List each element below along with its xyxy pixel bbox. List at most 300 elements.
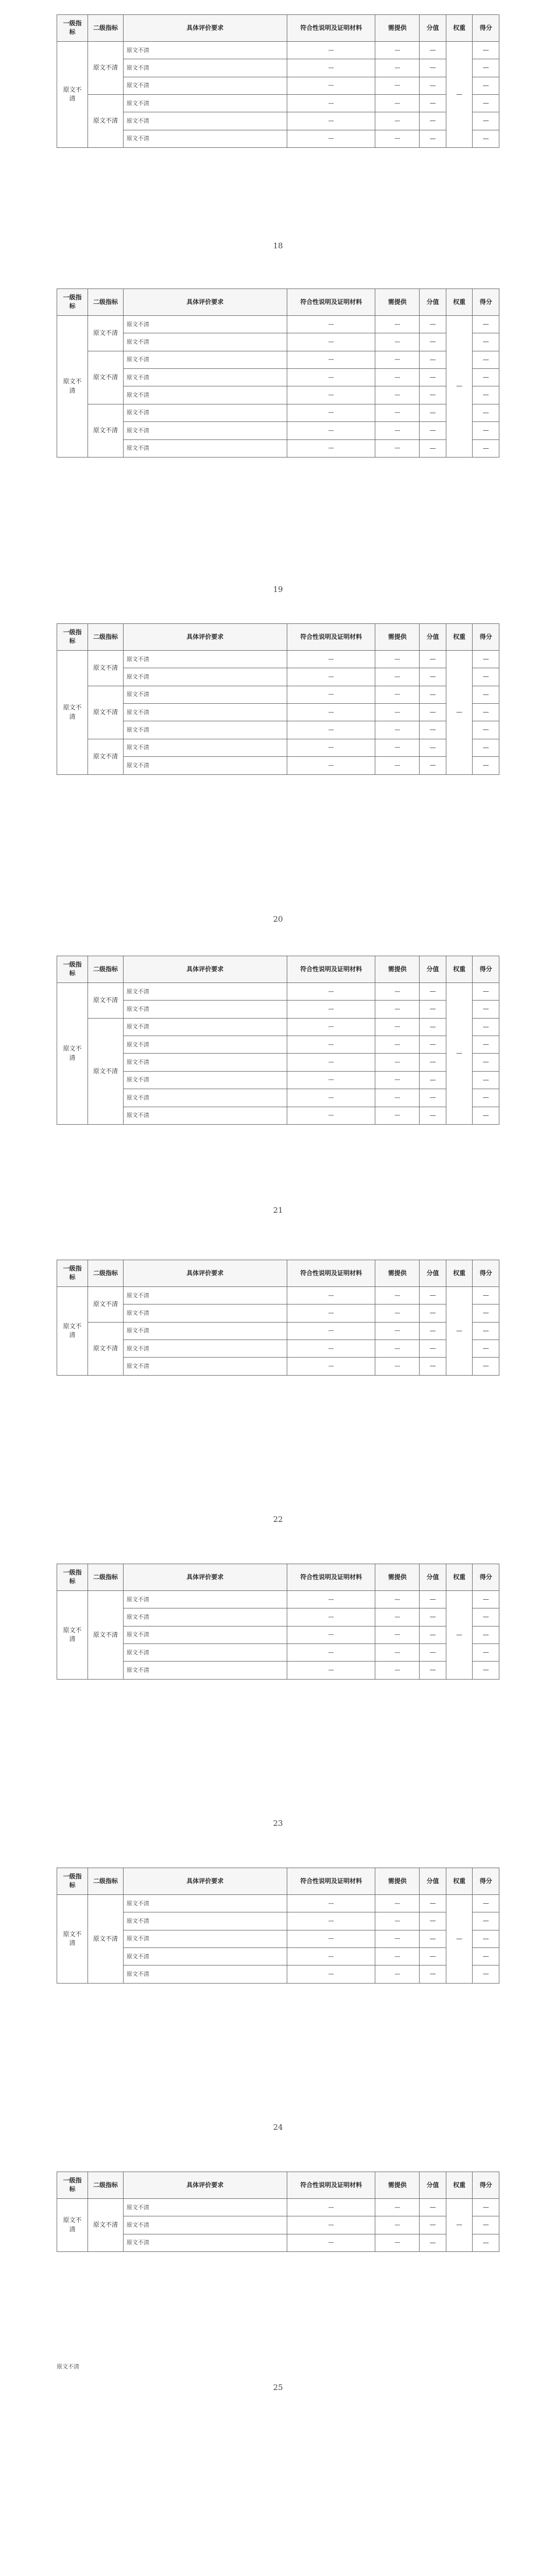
col-requirement: 具体评价要求 <box>123 15 287 42</box>
level2-cell: 原文不清 <box>88 739 124 774</box>
evidence-cell: — <box>287 439 375 457</box>
score-cell: — <box>420 721 446 739</box>
score-cell: — <box>420 1626 446 1643</box>
col-weight: 权重 <box>446 289 473 316</box>
score-cell: — <box>420 982 446 1000</box>
col-note: 得分 <box>473 1260 499 1287</box>
note-cell: — <box>473 739 499 756</box>
score-cell: — <box>420 404 446 421</box>
note-cell: — <box>473 351 499 368</box>
score-cell: — <box>420 1947 446 1965</box>
basis-cell: — <box>375 351 420 368</box>
level2-cell: 原文不清 <box>88 1590 124 1679</box>
requirement-cell: 原文不清 <box>123 1930 287 1947</box>
note-cell: — <box>473 1930 499 1947</box>
score-cell: — <box>420 1001 446 1018</box>
evidence-cell: — <box>287 1107 375 1124</box>
basis-cell: — <box>375 130 420 147</box>
requirement-cell: 原文不清 <box>123 668 287 686</box>
basis-cell: — <box>375 686 420 703</box>
note-cell: — <box>473 668 499 686</box>
col-basis: 需提供 <box>375 2172 420 2199</box>
page-23 <box>57 1564 499 1832</box>
requirement-cell: 原文不清 <box>123 1608 287 1626</box>
requirement-cell: 原文不清 <box>123 112 287 130</box>
col-requirement: 具体评价要求 <box>123 624 287 651</box>
evidence-cell: — <box>287 41 375 59</box>
level1-cell: 原文不清 <box>57 982 88 1124</box>
evaluation-table-20 <box>57 623 499 775</box>
evidence-cell: — <box>287 668 375 686</box>
score-cell: — <box>420 1286 446 1304</box>
requirement-cell: 原文不清 <box>123 77 287 94</box>
col-evidence: 符合性说明及证明材料 <box>287 289 375 316</box>
note-cell: — <box>473 1304 499 1322</box>
col-score: 分值 <box>420 15 446 42</box>
col-note: 得分 <box>473 15 499 42</box>
score-cell: — <box>420 59 446 77</box>
note-cell: — <box>473 333 499 351</box>
score-cell: — <box>420 386 446 404</box>
basis-cell: — <box>375 1965 420 1983</box>
evidence-cell: — <box>287 757 375 774</box>
col-evidence: 符合性说明及证明材料 <box>287 2172 375 2199</box>
col-basis: 需提供 <box>375 1260 420 1287</box>
requirement-cell: 原文不清 <box>123 2216 287 2234</box>
score-cell: — <box>420 1322 446 1340</box>
note-cell: — <box>473 1662 499 1679</box>
level1-cell: 原文不清 <box>57 315 88 457</box>
col-note: 得分 <box>473 1868 499 1895</box>
evidence-cell: — <box>287 386 375 404</box>
requirement-cell: 原文不清 <box>123 2198 287 2216</box>
evaluation-table-18 <box>57 14 499 148</box>
col-evidence: 符合性说明及证明材料 <box>287 956 375 983</box>
evidence-cell: — <box>287 315 375 333</box>
evaluation-table-21 <box>57 956 499 1125</box>
evidence-cell: — <box>287 1912 375 1930</box>
col-basis: 需提供 <box>375 15 420 42</box>
note-cell: — <box>473 1036 499 1053</box>
basis-cell: — <box>375 703 420 721</box>
note-cell: — <box>473 94 499 112</box>
evidence-cell: — <box>287 1590 375 1608</box>
page-19 <box>57 289 499 598</box>
score-cell: — <box>420 1590 446 1608</box>
evaluation-table-19 <box>57 289 499 457</box>
note-cell: — <box>473 1965 499 1983</box>
score-cell: — <box>420 1304 446 1322</box>
basis-cell: — <box>375 1071 420 1089</box>
basis-cell: — <box>375 1930 420 1947</box>
score-cell: — <box>420 333 446 351</box>
note-cell: — <box>473 1001 499 1018</box>
evidence-cell: — <box>287 333 375 351</box>
level2-cell: 原文不清 <box>88 41 124 94</box>
evidence-cell: — <box>287 1286 375 1304</box>
note-cell: — <box>473 703 499 721</box>
score-cell: — <box>420 1965 446 1983</box>
evidence-cell: — <box>287 1071 375 1089</box>
requirement-cell: 原文不清 <box>123 94 287 112</box>
col-evidence: 符合性说明及证明材料 <box>287 1868 375 1895</box>
basis-cell: — <box>375 1054 420 1071</box>
note-cell: — <box>473 686 499 703</box>
score-cell: — <box>420 1912 446 1930</box>
evidence-cell: — <box>287 2216 375 2234</box>
note-cell: — <box>473 404 499 421</box>
basis-cell: — <box>375 739 420 756</box>
col-weight: 权重 <box>446 1868 473 1895</box>
requirement-cell: 原文不清 <box>123 686 287 703</box>
basis-cell: — <box>375 668 420 686</box>
page-20 <box>57 623 499 927</box>
page-18 <box>57 14 499 249</box>
score-cell: — <box>420 650 446 668</box>
basis-cell: — <box>375 333 420 351</box>
table-note: 原文不清 <box>57 2363 79 2370</box>
requirement-cell: 原文不清 <box>123 1089 287 1107</box>
col-level2: 二级指标 <box>88 2172 124 2199</box>
weight-cell: — <box>446 982 473 1124</box>
score-cell: — <box>420 1089 446 1107</box>
evidence-cell: — <box>287 422 375 439</box>
requirement-cell: 原文不清 <box>123 1286 287 1304</box>
note-cell: — <box>473 2198 499 2216</box>
requirement-cell: 原文不清 <box>123 721 287 739</box>
basis-cell: — <box>375 1662 420 1679</box>
col-requirement: 具体评价要求 <box>123 956 287 983</box>
col-weight: 权重 <box>446 15 473 42</box>
evidence-cell: — <box>287 112 375 130</box>
requirement-cell: 原文不清 <box>123 439 287 457</box>
level1-cell: 原文不清 <box>57 1286 88 1375</box>
note-cell: — <box>473 1608 499 1626</box>
requirement-cell: 原文不清 <box>123 1054 287 1071</box>
requirement-cell: 原文不清 <box>123 1643 287 1661</box>
col-weight: 权重 <box>446 2172 473 2199</box>
weight-cell: — <box>446 41 473 147</box>
evidence-cell: — <box>287 1358 375 1375</box>
requirement-cell: 原文不清 <box>123 1662 287 1679</box>
level1-cell: 原文不清 <box>57 650 88 774</box>
level2-cell: 原文不清 <box>88 686 124 739</box>
col-basis: 需提供 <box>375 1868 420 1895</box>
basis-cell: — <box>375 2198 420 2216</box>
note-cell: — <box>473 1643 499 1661</box>
note-cell: — <box>473 422 499 439</box>
evidence-cell: — <box>287 982 375 1000</box>
basis-cell: — <box>375 368 420 386</box>
note-cell: — <box>473 757 499 774</box>
requirement-cell: 原文不清 <box>123 1912 287 1930</box>
score-cell: — <box>420 1054 446 1071</box>
note-cell: — <box>473 2234 499 2251</box>
evidence-cell: — <box>287 1340 375 1357</box>
level1-cell: 原文不清 <box>57 2198 88 2251</box>
basis-cell: — <box>375 1036 420 1053</box>
score-cell: — <box>420 1071 446 1089</box>
page-number: 25 <box>273 2383 283 2392</box>
col-note: 得分 <box>473 624 499 651</box>
col-level2: 二级指标 <box>88 1868 124 1895</box>
col-weight: 权重 <box>446 956 473 983</box>
evidence-cell: — <box>287 1322 375 1340</box>
col-evidence: 符合性说明及证明材料 <box>287 624 375 651</box>
evidence-cell: — <box>287 1304 375 1322</box>
requirement-cell: 原文不清 <box>123 422 287 439</box>
col-level1: 一级指标 <box>57 2172 88 2199</box>
requirement-cell: 原文不清 <box>123 1322 287 1340</box>
evidence-cell: — <box>287 1947 375 1965</box>
score-cell: — <box>420 1036 446 1053</box>
col-level2: 二级指标 <box>88 1260 124 1287</box>
level2-cell: 原文不清 <box>88 315 124 351</box>
note-cell: — <box>473 1089 499 1107</box>
col-weight: 权重 <box>446 1564 473 1591</box>
weight-cell: — <box>446 1894 473 1983</box>
basis-cell: — <box>375 1018 420 1036</box>
note-cell: — <box>473 77 499 94</box>
weight-cell: — <box>446 315 473 457</box>
requirement-cell: 原文不清 <box>123 1018 287 1036</box>
score-cell: — <box>420 368 446 386</box>
col-note: 得分 <box>473 2172 499 2199</box>
basis-cell: — <box>375 2216 420 2234</box>
col-level2: 二级指标 <box>88 624 124 651</box>
basis-cell: — <box>375 1304 420 1322</box>
basis-cell: — <box>375 94 420 112</box>
note-cell: — <box>473 386 499 404</box>
requirement-cell: 原文不清 <box>123 650 287 668</box>
page-number: 18 <box>273 241 283 250</box>
basis-cell: — <box>375 41 420 59</box>
requirement-cell: 原文不清 <box>123 333 287 351</box>
col-score: 分值 <box>420 956 446 983</box>
col-score: 分值 <box>420 624 446 651</box>
requirement-cell: 原文不清 <box>123 1304 287 1322</box>
score-cell: — <box>420 1930 446 1947</box>
level2-cell: 原文不清 <box>88 94 124 147</box>
note-cell: — <box>473 368 499 386</box>
basis-cell: — <box>375 1590 420 1608</box>
note-cell: — <box>473 130 499 147</box>
requirement-cell: 原文不清 <box>123 404 287 421</box>
note-cell: — <box>473 1018 499 1036</box>
note-cell: — <box>473 1286 499 1304</box>
requirement-cell: 原文不清 <box>123 59 287 77</box>
evidence-cell: — <box>287 721 375 739</box>
basis-cell: — <box>375 2234 420 2251</box>
evaluation-table-23 <box>57 1564 499 1680</box>
evidence-cell: — <box>287 1662 375 1679</box>
col-requirement: 具体评价要求 <box>123 2172 287 2199</box>
evidence-cell: — <box>287 130 375 147</box>
col-level1: 一级指标 <box>57 1564 88 1591</box>
requirement-cell: 原文不清 <box>123 1358 287 1375</box>
col-score: 分值 <box>420 2172 446 2199</box>
note-cell: — <box>473 1358 499 1375</box>
requirement-cell: 原文不清 <box>123 1947 287 1965</box>
requirement-cell: 原文不清 <box>123 351 287 368</box>
page-number: 19 <box>273 585 283 594</box>
level2-cell: 原文不清 <box>88 1322 124 1375</box>
weight-cell: — <box>446 2198 473 2251</box>
score-cell: — <box>420 1340 446 1357</box>
basis-cell: — <box>375 439 420 457</box>
evidence-cell: — <box>287 650 375 668</box>
col-basis: 需提供 <box>375 289 420 316</box>
col-basis: 需提供 <box>375 1564 420 1591</box>
col-score: 分值 <box>420 1260 446 1287</box>
page-number: 23 <box>273 1819 283 1828</box>
score-cell: — <box>420 130 446 147</box>
evidence-cell: — <box>287 2198 375 2216</box>
col-note: 得分 <box>473 956 499 983</box>
col-level2: 二级指标 <box>88 956 124 983</box>
basis-cell: — <box>375 1322 420 1340</box>
requirement-cell: 原文不清 <box>123 2234 287 2251</box>
col-level1: 一级指标 <box>57 1868 88 1895</box>
level2-cell: 原文不清 <box>88 351 124 404</box>
basis-cell: — <box>375 1286 420 1304</box>
requirement-cell: 原文不清 <box>123 1340 287 1357</box>
page-24 <box>57 1868 499 2136</box>
evidence-cell: — <box>287 703 375 721</box>
evidence-cell: — <box>287 1930 375 1947</box>
score-cell: — <box>420 2234 446 2251</box>
basis-cell: — <box>375 1626 420 1643</box>
col-level1: 一级指标 <box>57 956 88 983</box>
note-cell: — <box>473 315 499 333</box>
evaluation-table-25 <box>57 2172 499 2252</box>
evidence-cell: — <box>287 77 375 94</box>
score-cell: — <box>420 1894 446 1912</box>
requirement-cell: 原文不清 <box>123 1001 287 1018</box>
note-cell: — <box>473 1340 499 1357</box>
evidence-cell: — <box>287 1643 375 1661</box>
note-cell: — <box>473 1947 499 1965</box>
basis-cell: — <box>375 422 420 439</box>
basis-cell: — <box>375 1089 420 1107</box>
requirement-cell: 原文不清 <box>123 739 287 756</box>
requirement-cell: 原文不清 <box>123 1626 287 1643</box>
evidence-cell: — <box>287 1018 375 1036</box>
score-cell: — <box>420 112 446 130</box>
evidence-cell: — <box>287 1894 375 1912</box>
basis-cell: — <box>375 982 420 1000</box>
col-note: 得分 <box>473 1564 499 1591</box>
evidence-cell: — <box>287 1001 375 1018</box>
score-cell: — <box>420 686 446 703</box>
basis-cell: — <box>375 1894 420 1912</box>
col-weight: 权重 <box>446 624 473 651</box>
note-cell: — <box>473 59 499 77</box>
page-number: 21 <box>273 1206 283 1215</box>
page-22 <box>57 1260 499 1528</box>
evidence-cell: — <box>287 686 375 703</box>
note-cell: — <box>473 1054 499 1071</box>
col-score: 分值 <box>420 1868 446 1895</box>
basis-cell: — <box>375 1358 420 1375</box>
page-25 <box>57 2172 499 2393</box>
basis-cell: — <box>375 650 420 668</box>
page-number: 20 <box>273 914 283 924</box>
col-score: 分值 <box>420 289 446 316</box>
requirement-cell: 原文不清 <box>123 1071 287 1089</box>
requirement-cell: 原文不清 <box>123 703 287 721</box>
score-cell: — <box>420 41 446 59</box>
level2-cell: 原文不清 <box>88 982 124 1018</box>
evidence-cell: — <box>287 1608 375 1626</box>
note-cell: — <box>473 1107 499 1124</box>
col-weight: 权重 <box>446 1260 473 1287</box>
basis-cell: — <box>375 404 420 421</box>
requirement-cell: 原文不清 <box>123 368 287 386</box>
weight-cell: — <box>446 1286 473 1375</box>
evidence-cell: — <box>287 94 375 112</box>
basis-cell: — <box>375 1608 420 1626</box>
score-cell: — <box>420 77 446 94</box>
score-cell: — <box>420 315 446 333</box>
score-cell: — <box>420 739 446 756</box>
requirement-cell: 原文不清 <box>123 41 287 59</box>
col-requirement: 具体评价要求 <box>123 1260 287 1287</box>
note-cell: — <box>473 41 499 59</box>
evidence-cell: — <box>287 1965 375 1983</box>
level2-cell: 原文不清 <box>88 404 124 457</box>
basis-cell: — <box>375 59 420 77</box>
level1-cell: 原文不清 <box>57 41 88 147</box>
col-requirement: 具体评价要求 <box>123 1868 287 1895</box>
note-cell: — <box>473 721 499 739</box>
col-requirement: 具体评价要求 <box>123 1564 287 1591</box>
basis-cell: — <box>375 1107 420 1124</box>
level2-cell: 原文不清 <box>88 1018 124 1124</box>
score-cell: — <box>420 1608 446 1626</box>
page-number: 24 <box>273 2123 283 2132</box>
note-cell: — <box>473 982 499 1000</box>
level1-cell: 原文不清 <box>57 1894 88 1983</box>
score-cell: — <box>420 2216 446 2234</box>
note-cell: — <box>473 1894 499 1912</box>
basis-cell: — <box>375 757 420 774</box>
requirement-cell: 原文不清 <box>123 1965 287 1983</box>
score-cell: — <box>420 703 446 721</box>
col-basis: 需提供 <box>375 956 420 983</box>
col-evidence: 符合性说明及证明材料 <box>287 15 375 42</box>
score-cell: — <box>420 1358 446 1375</box>
col-level1: 一级指标 <box>57 289 88 316</box>
level2-cell: 原文不清 <box>88 2198 124 2251</box>
evidence-cell: — <box>287 368 375 386</box>
page-21 <box>57 956 499 1218</box>
note-cell: — <box>473 1322 499 1340</box>
basis-cell: — <box>375 721 420 739</box>
col-level1: 一级指标 <box>57 15 88 42</box>
evidence-cell: — <box>287 1089 375 1107</box>
col-level2: 二级指标 <box>88 15 124 42</box>
col-level2: 二级指标 <box>88 289 124 316</box>
requirement-cell: 原文不清 <box>123 982 287 1000</box>
evidence-cell: — <box>287 59 375 77</box>
note-cell: — <box>473 650 499 668</box>
note-cell: — <box>473 1626 499 1643</box>
score-cell: — <box>420 1643 446 1661</box>
evidence-cell: — <box>287 351 375 368</box>
weight-cell: — <box>446 1590 473 1679</box>
note-cell: — <box>473 112 499 130</box>
